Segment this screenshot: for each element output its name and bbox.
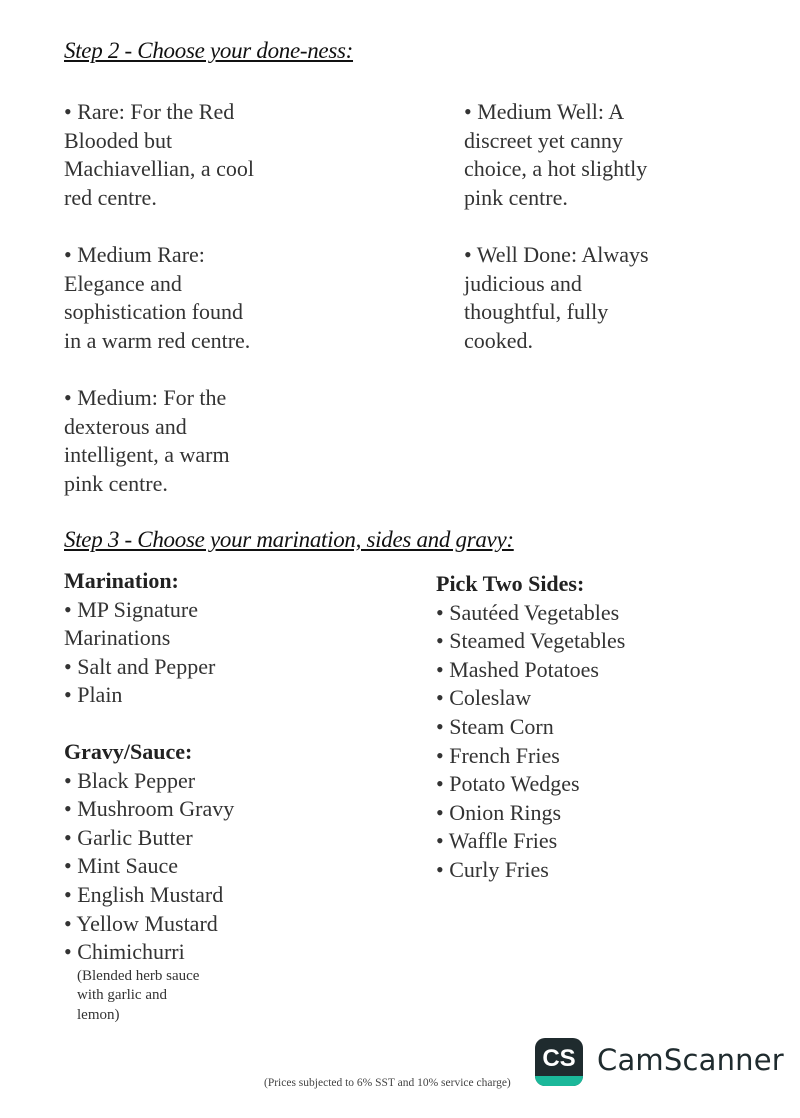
camscanner-brand: CamScanner xyxy=(597,1043,784,1077)
list-item: • Mushroom Gravy xyxy=(64,796,235,822)
list-item: • Salt and Pepper xyxy=(64,653,216,679)
step3-heading: Step 3 - Choose your marination, sides and gravy: xyxy=(64,527,514,552)
camscanner-logo-icon xyxy=(535,1038,583,1086)
list-item: • Steam Corn xyxy=(436,713,554,739)
list-item: • English Mustard xyxy=(64,881,224,907)
list-item: • Yellow Mustard xyxy=(64,910,218,936)
camscanner-logo-text: CS xyxy=(542,1045,576,1072)
list-item: • Waffle Fries xyxy=(436,828,558,854)
list-item: • MP Signature Marinations xyxy=(64,596,198,651)
marination-section xyxy=(64,567,215,710)
list-item: • Onion Rings xyxy=(436,799,562,825)
gravy-title: Gravy/Sauce: xyxy=(64,739,193,764)
gravy-list xyxy=(64,767,234,967)
list-item: • Sautéed Vegetables xyxy=(436,599,620,625)
list-item: • Mint Sauce xyxy=(64,853,179,879)
doneness-medium: • Medium: For the dexterous and intelligent, a warm pink centre. xyxy=(64,385,230,496)
sides-section xyxy=(436,570,625,885)
list-item: • Steamed Vegetables xyxy=(436,628,626,654)
chimichurri-note: (Blended herb sauce with garlic and lemon) xyxy=(77,967,200,1023)
step2-heading: Step 2 - Choose your done-ness: xyxy=(64,38,354,63)
sides-title: Pick Two Sides: xyxy=(436,571,585,596)
list-item: • Garlic Butter xyxy=(64,824,193,850)
price-note: (Prices subjected to 6% SST and 10% service charge) xyxy=(264,1077,511,1089)
camscanner-logo-bar xyxy=(535,1076,583,1086)
doneness-medium-well: • Medium Well: A discreet yet canny choice, a hot slightly pink centre. xyxy=(464,99,648,210)
list-item: • Coleslaw xyxy=(436,685,532,711)
list-item: • Curly Fries xyxy=(436,856,549,882)
list-item: • Plain xyxy=(64,682,123,708)
sides-list xyxy=(436,599,625,885)
list-item: • Mashed Potatoes xyxy=(436,656,599,682)
list-item: • Chimichurri xyxy=(64,939,185,965)
doneness-medium-rare: • Medium Rare: Elegance and sophistication found in a warm red centre. xyxy=(64,242,251,353)
list-item: • Black Pepper xyxy=(64,767,196,793)
gravy-section xyxy=(64,738,234,1025)
doneness-well-done: • Well Done: Always judicious and thoughtful, fully cooked. xyxy=(464,242,649,353)
list-item: • Potato Wedges xyxy=(436,771,580,797)
doneness-rare: • Rare: For the Red Blooded but Machiavellian, a cool red centre. xyxy=(64,99,254,210)
marination-title: Marination: xyxy=(64,568,179,593)
marination-list xyxy=(64,596,215,710)
list-item: • French Fries xyxy=(436,742,560,768)
